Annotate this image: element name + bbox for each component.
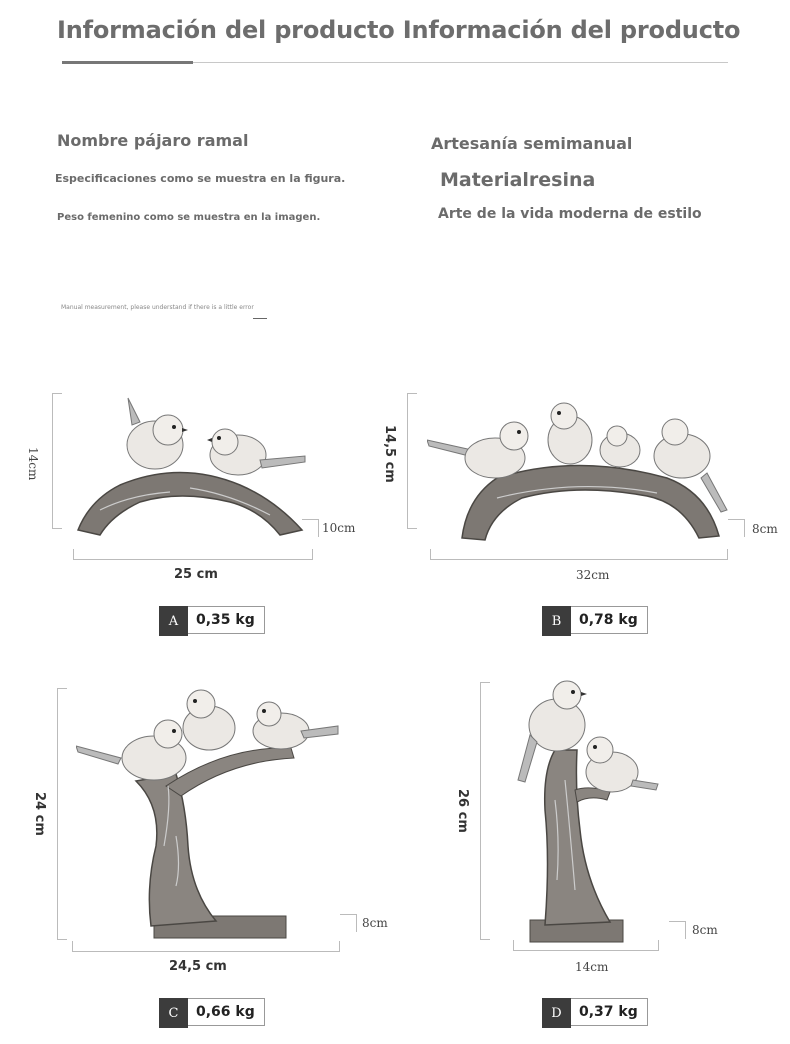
depth-tick-a [302, 519, 318, 520]
variant-letter-a: A [159, 606, 188, 636]
spec-style: Arte de la vida moderna de estilo [438, 206, 702, 222]
weight-badge-c [159, 998, 265, 1028]
product-image-a [70, 390, 315, 545]
width-line-c [72, 951, 340, 952]
height-tick-top-d [480, 682, 490, 683]
depth-line-a [318, 519, 319, 537]
depth-line-d [685, 921, 686, 939]
width-line-d [513, 950, 659, 951]
spec-dimensions: Especificaciones como se muestra en la figura. [55, 172, 346, 185]
product-image-d [515, 680, 660, 946]
depth-tick-b [728, 519, 744, 520]
height-line-d [480, 682, 481, 940]
note-underline [253, 318, 267, 319]
width-tick-right-c [339, 941, 340, 952]
spec-name: Nombre pájaro ramal [57, 131, 249, 150]
width-line-b [430, 559, 728, 560]
height-label-d: 26 cm [455, 789, 470, 833]
width-tick-left-c [72, 941, 73, 952]
depth-label-a: 10cm [322, 521, 356, 535]
depth-line-c [356, 914, 357, 932]
height-line-a [52, 393, 53, 529]
variant-letter-d: D [542, 998, 571, 1028]
variant-weight-a: 0,35 kg [188, 606, 265, 634]
depth-line-b [744, 519, 745, 537]
height-label-a: 14cm [26, 447, 40, 481]
variant-weight-b: 0,78 kg [571, 606, 648, 634]
height-line-b [407, 393, 408, 529]
width-label-d: 14cm [575, 960, 609, 974]
page-title: Información del producto Información del producto [57, 16, 741, 44]
depth-label-b: 8cm [752, 522, 778, 536]
variant-letter-c: C [159, 998, 188, 1028]
weight-badge-a [159, 606, 265, 636]
spec-material: Materialresina [440, 169, 596, 191]
spec-craft: Artesanía semimanual [431, 134, 633, 153]
depth-tick-c [340, 914, 356, 915]
variant-letter-b: B [542, 606, 571, 636]
width-tick-right-a [312, 549, 313, 560]
variant-weight-d: 0,37 kg [571, 998, 648, 1026]
height-tick-bottom-d [480, 939, 490, 940]
height-tick-top-b [407, 393, 417, 394]
width-label-c: 24,5 cm [169, 959, 227, 974]
product-image-b [427, 398, 732, 546]
width-tick-right-d [658, 940, 659, 951]
width-tick-left-a [73, 549, 74, 560]
width-label-b: 32cm [576, 568, 610, 582]
height-label-b: 14,5 cm [382, 425, 397, 483]
height-tick-bottom-c [57, 939, 67, 940]
width-tick-left-d [513, 940, 514, 951]
width-tick-left-b [430, 549, 431, 560]
depth-label-d: 8cm [692, 923, 718, 937]
spec-weight: Peso femenino como se muestra en la imagen. [57, 212, 321, 223]
width-label-a: 25 cm [174, 567, 218, 582]
width-tick-right-b [727, 549, 728, 560]
depth-label-c: 8cm [362, 916, 388, 930]
variant-weight-c: 0,66 kg [188, 998, 265, 1026]
depth-tick-d [669, 921, 685, 922]
height-tick-bottom-a [52, 528, 62, 529]
height-tick-top-a [52, 393, 62, 394]
header-accent-bar [62, 61, 193, 64]
height-label-c: 24 cm [32, 792, 47, 836]
weight-badge-b [542, 606, 648, 636]
product-image-c [76, 686, 341, 942]
height-tick-bottom-b [407, 528, 417, 529]
weight-badge-d [542, 998, 648, 1028]
height-tick-top-c [57, 688, 67, 689]
width-line-a [73, 559, 313, 560]
height-line-c [57, 688, 58, 940]
measurement-note: Manual measurement, please understand if there is a little error [61, 304, 254, 311]
